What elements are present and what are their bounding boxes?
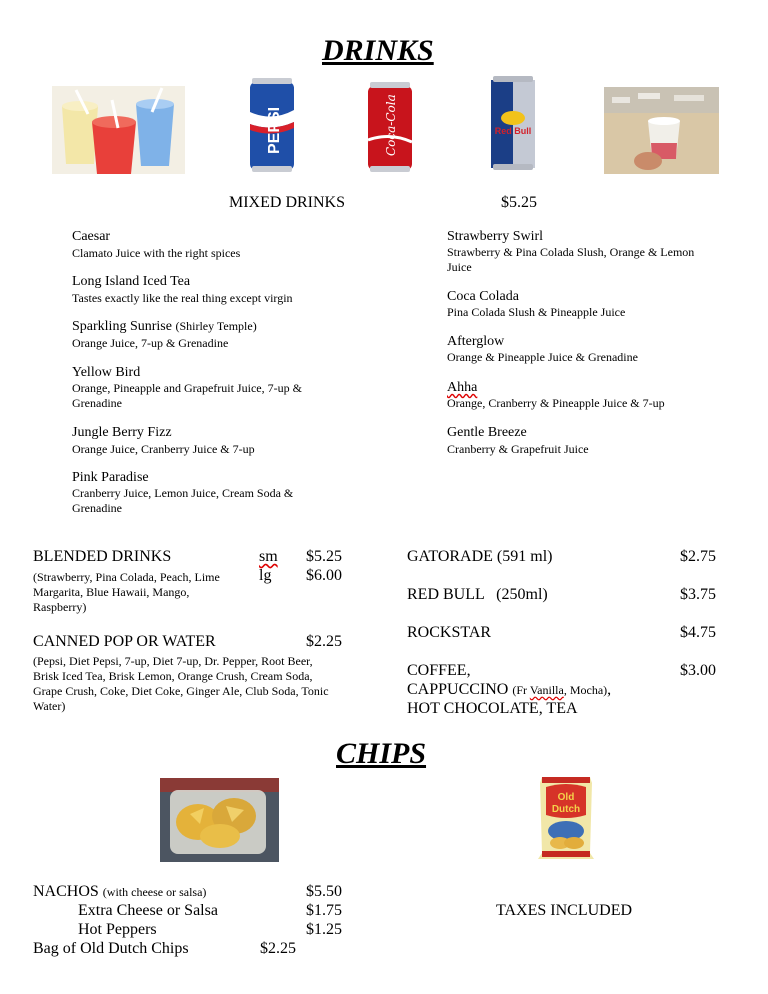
old-dutch-chips-price: $2.25 [260, 940, 296, 957]
drinks-title: DRINKS [322, 34, 434, 67]
pepsi-can-photo [246, 76, 298, 174]
drink-desc: Orange & Pineapple Juice & Grenadine [447, 350, 638, 364]
mixed-drinks-price: $5.25 [501, 194, 537, 211]
cappuccino-line: CAPPUCCINO (Fr Vanilla, Mocha), [407, 681, 612, 698]
old-dutch-label-b: Dutch [551, 804, 581, 815]
rockstar-price: $4.75 [680, 624, 716, 641]
nachos-line: NACHOS (with cheese or salsa) [33, 883, 207, 900]
drink-name: Caesar [72, 229, 111, 244]
drink-name-sparkling-sunrise: Sparkling Sunrise (Shirley Temple) [72, 319, 257, 334]
drink-name: Strawberry Swirl [447, 229, 544, 244]
mixed-drinks-header: MIXED DRINKS [229, 194, 345, 211]
hot-peppers-line: Hot Peppers [78, 921, 157, 938]
drink-desc: Orange, Pineapple and Grapefruit Juice, 7-up & Grenadine [72, 381, 302, 410]
drink-name: Coca Colada [447, 289, 519, 304]
old-dutch-chips-line: Bag of Old Dutch Chips [33, 940, 189, 957]
beach-drink-photo [604, 87, 719, 174]
drink-desc: Strawberry & Pina Colada Slush, Orange & Lemon Juice [447, 245, 695, 274]
drink-desc: Cranberry & Grapefruit Juice [447, 442, 589, 456]
canned-pop-title: CANNED POP OR WATER [33, 633, 216, 650]
blended-price-sm: $5.25 [306, 548, 342, 565]
drink-desc: Orange Juice, Cranberry Juice & 7-up [72, 442, 255, 456]
drink-desc: Pina Colada Slush & Pineapple Juice [447, 305, 626, 319]
hot-drinks-price: $3.00 [680, 662, 716, 679]
hot-chocolate-line: HOT CHOCOLATE, TEA [407, 700, 578, 717]
coffee-line: COFFEE, [407, 662, 471, 679]
hot-peppers-price: $1.25 [306, 921, 342, 938]
canned-pop-price: $2.25 [306, 633, 342, 650]
redbull-price: $3.75 [680, 586, 716, 603]
drink-name: Gentle Breeze [447, 425, 527, 440]
redbull-can-photo [486, 74, 540, 174]
extra-cheese-price: $1.75 [306, 902, 342, 919]
old-dutch-label-a: Old [557, 792, 575, 803]
drink-name: Afterglow [447, 334, 505, 349]
slush-cups-photo [52, 86, 185, 174]
gatorade-item: GATORADE (591 ml) [407, 548, 553, 565]
drink-note: (Shirley Temple) [175, 319, 257, 333]
blended-size-sm: sm [259, 548, 278, 565]
redbull-item: RED BULL (250ml) [407, 586, 548, 603]
nachos-price: $5.50 [306, 883, 342, 900]
old-dutch-bag-photo [536, 773, 596, 863]
drink-name: Pink Paradise [72, 470, 149, 485]
coke-can-photo [364, 80, 416, 174]
taxes-included: TAXES INCLUDED [496, 902, 633, 919]
drink-desc: Orange, Cranberry & Pineapple Juice & 7-up [447, 396, 665, 410]
drink-desc: Tastes exactly like the real thing except virgin [72, 291, 293, 305]
rockstar-item: ROCKSTAR [407, 624, 492, 641]
drink-name: Ahha [447, 380, 478, 395]
gatorade-price: $2.75 [680, 548, 716, 565]
drink-desc: Orange Juice, 7-up & Grenadine [72, 336, 229, 350]
redbull-can-label: Red Bull [494, 126, 532, 136]
drink-name: Jungle Berry Fizz [72, 425, 172, 440]
nachos-photo [160, 778, 279, 862]
drink-name: Long Island Iced Tea [72, 274, 191, 289]
blended-drinks-title: BLENDED DRINKS [33, 548, 172, 565]
blended-desc: (Strawberry, Pina Colada, Peach, Lime Margarita, Blue Hawaii, Mango, Raspberry) [33, 570, 220, 614]
drink-desc: Clamato Juice with the right spices [72, 246, 241, 260]
extra-cheese-line: Extra Cheese or Salsa [78, 902, 218, 919]
blended-price-lg: $6.00 [306, 567, 342, 584]
chips-title: CHIPS [336, 737, 427, 770]
drink-name: Yellow Bird [72, 365, 141, 380]
blended-size-lg: lg [259, 567, 272, 584]
pepsi-can-label: PEPSI [266, 106, 283, 154]
nachos-note: (with cheese or salsa) [102, 885, 207, 899]
canned-pop-desc: (Pepsi, Diet Pepsi, 7-up, Diet 7-up, Dr. Pepper, Root Beer, Brisk Iced Tea, Brisk Lemon, Orange Crush, Cream Soda, Grape Crush, Coke, Diet Coke, Ginger Ale, Club Soda, Tonic Water) [33, 654, 329, 713]
drink-desc: Cranberry Juice, Lemon Juice, Cream Soda & Grenadine [72, 486, 294, 515]
coke-can-label: Coca-Cola [384, 94, 398, 156]
